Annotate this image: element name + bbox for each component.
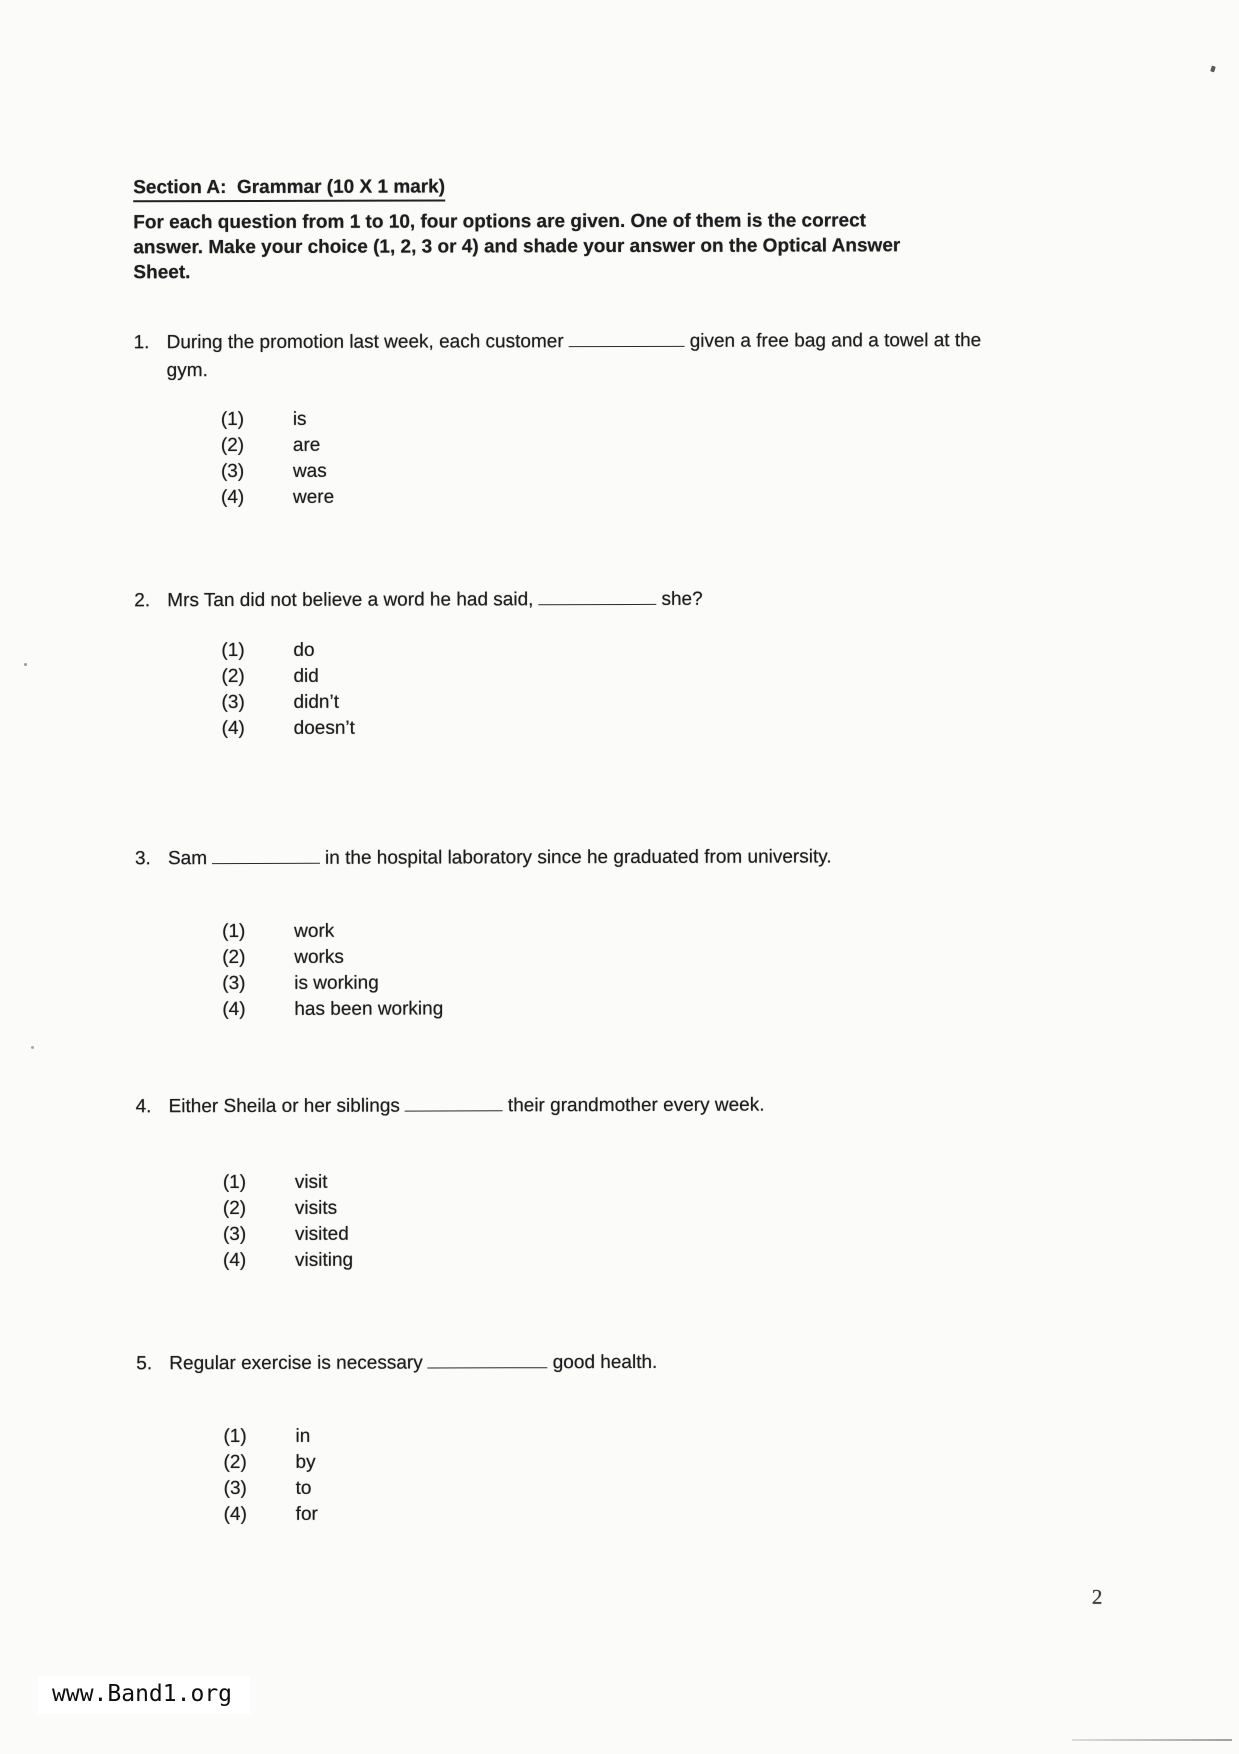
- option: [222, 918, 443, 945]
- option-label: was: [292, 460, 327, 482]
- option-label: visited: [294, 1223, 349, 1245]
- option-label: is working: [294, 972, 379, 994]
- question-2-options: [221, 638, 355, 742]
- option-label: for: [295, 1503, 318, 1525]
- question-4: [136, 1091, 991, 1121]
- option-number: (1): [222, 920, 246, 943]
- option-label: are: [292, 434, 321, 456]
- option-label: were: [292, 486, 335, 508]
- answer-blank: [569, 332, 685, 347]
- option-number: (4): [222, 998, 246, 1021]
- option-number: (4): [221, 717, 245, 740]
- question-4-options: [223, 1170, 353, 1274]
- option-number: (2): [222, 1197, 247, 1220]
- answer-blank: [538, 590, 656, 605]
- option: [221, 459, 334, 485]
- question-number: 2.: [134, 590, 151, 612]
- option-number: (1): [221, 639, 245, 662]
- answer-blank: [405, 1096, 503, 1111]
- section-title: Section A: Grammar (10 X 1 mark): [133, 176, 445, 202]
- option: [221, 407, 334, 433]
- instructions-line: For each question from 1 to 10, four options are given. One of them is the correct: [133, 210, 866, 234]
- option-label: doesn’t: [293, 717, 355, 739]
- option-label: is: [292, 408, 307, 430]
- option-number: (3): [222, 1223, 247, 1246]
- question-text: During the promotion last week, each customer given a free bag and a towel at the gym.: [166, 330, 982, 382]
- option-number: (3): [222, 972, 246, 995]
- option: [223, 1450, 317, 1476]
- option-label: has been working: [294, 998, 444, 1020]
- option: [223, 1170, 353, 1196]
- option-number: (3): [220, 460, 245, 483]
- question-5-options: [223, 1424, 317, 1528]
- option-number: (2): [223, 1451, 247, 1474]
- option-number: (4): [220, 486, 245, 509]
- scan-speck: [31, 1046, 34, 1049]
- option-label: work: [294, 920, 335, 942]
- option: [224, 1476, 318, 1502]
- answer-blank: [212, 849, 320, 864]
- question-text: Sam in the hospital laboratory since he graduated from university.: [167, 846, 832, 870]
- question-5: [136, 1348, 991, 1378]
- option-number: (1): [222, 1171, 247, 1194]
- option-number: (4): [223, 1503, 247, 1526]
- scan-speck: [24, 663, 27, 666]
- option-label: visits: [294, 1197, 338, 1219]
- option: [221, 485, 334, 511]
- option-number: (4): [222, 1249, 247, 1272]
- option-number: (1): [220, 408, 245, 431]
- question-3: [135, 843, 990, 873]
- option: [222, 970, 443, 997]
- question-number: 5.: [136, 1353, 153, 1375]
- option: [222, 690, 355, 716]
- option-label: visiting: [294, 1249, 354, 1271]
- option-label: didn’t: [293, 691, 339, 713]
- question-number: 1.: [133, 332, 150, 354]
- question-number: 3.: [134, 848, 151, 870]
- option-label: do: [293, 639, 315, 661]
- option-number: (1): [223, 1425, 247, 1448]
- option-number: (3): [223, 1477, 247, 1500]
- option: [221, 433, 334, 459]
- option: [223, 1424, 317, 1450]
- question-text: Either Sheila or her siblings their grandmother every week.: [168, 1094, 765, 1118]
- option: [223, 1248, 353, 1274]
- option-number: (2): [220, 434, 245, 457]
- question-1: [134, 327, 989, 385]
- option-number: (2): [222, 946, 246, 969]
- option: [222, 716, 355, 742]
- question-text: Mrs Tan did not believe a word he had said, she?: [167, 588, 703, 612]
- question-2: [134, 585, 989, 615]
- watermark-url: www.Band1.org: [38, 1676, 250, 1714]
- option: [221, 664, 354, 690]
- instructions-line: Sheet.: [133, 262, 191, 284]
- scan-edge-line: [1072, 1739, 1232, 1741]
- option-label: by: [295, 1451, 316, 1473]
- question-text: Regular exercise is necessary good health.: [169, 1351, 658, 1375]
- answer-blank: [428, 1353, 548, 1368]
- question-number: 4.: [135, 1096, 152, 1118]
- option-label: visit: [294, 1171, 328, 1193]
- page-number: 2: [1091, 1584, 1103, 1609]
- option-number: (3): [221, 691, 245, 714]
- option-label: works: [294, 946, 344, 968]
- instructions-line: answer. Make your choice (1, 2, 3 or 4) and shade your answer on the Optical Answer: [133, 235, 901, 259]
- option: [223, 1222, 353, 1248]
- section-instructions: [133, 208, 963, 285]
- question-1-options: [221, 407, 334, 511]
- question-3-options: [222, 918, 443, 1023]
- option: [223, 1196, 353, 1222]
- option: [221, 638, 354, 664]
- option-label: in: [295, 1425, 311, 1447]
- option-label: to: [295, 1477, 312, 1499]
- option: [224, 1502, 318, 1528]
- option: [222, 944, 443, 971]
- section-header: [133, 175, 963, 285]
- option-number: (2): [221, 665, 245, 688]
- option-label: did: [293, 665, 319, 687]
- option: [222, 996, 443, 1023]
